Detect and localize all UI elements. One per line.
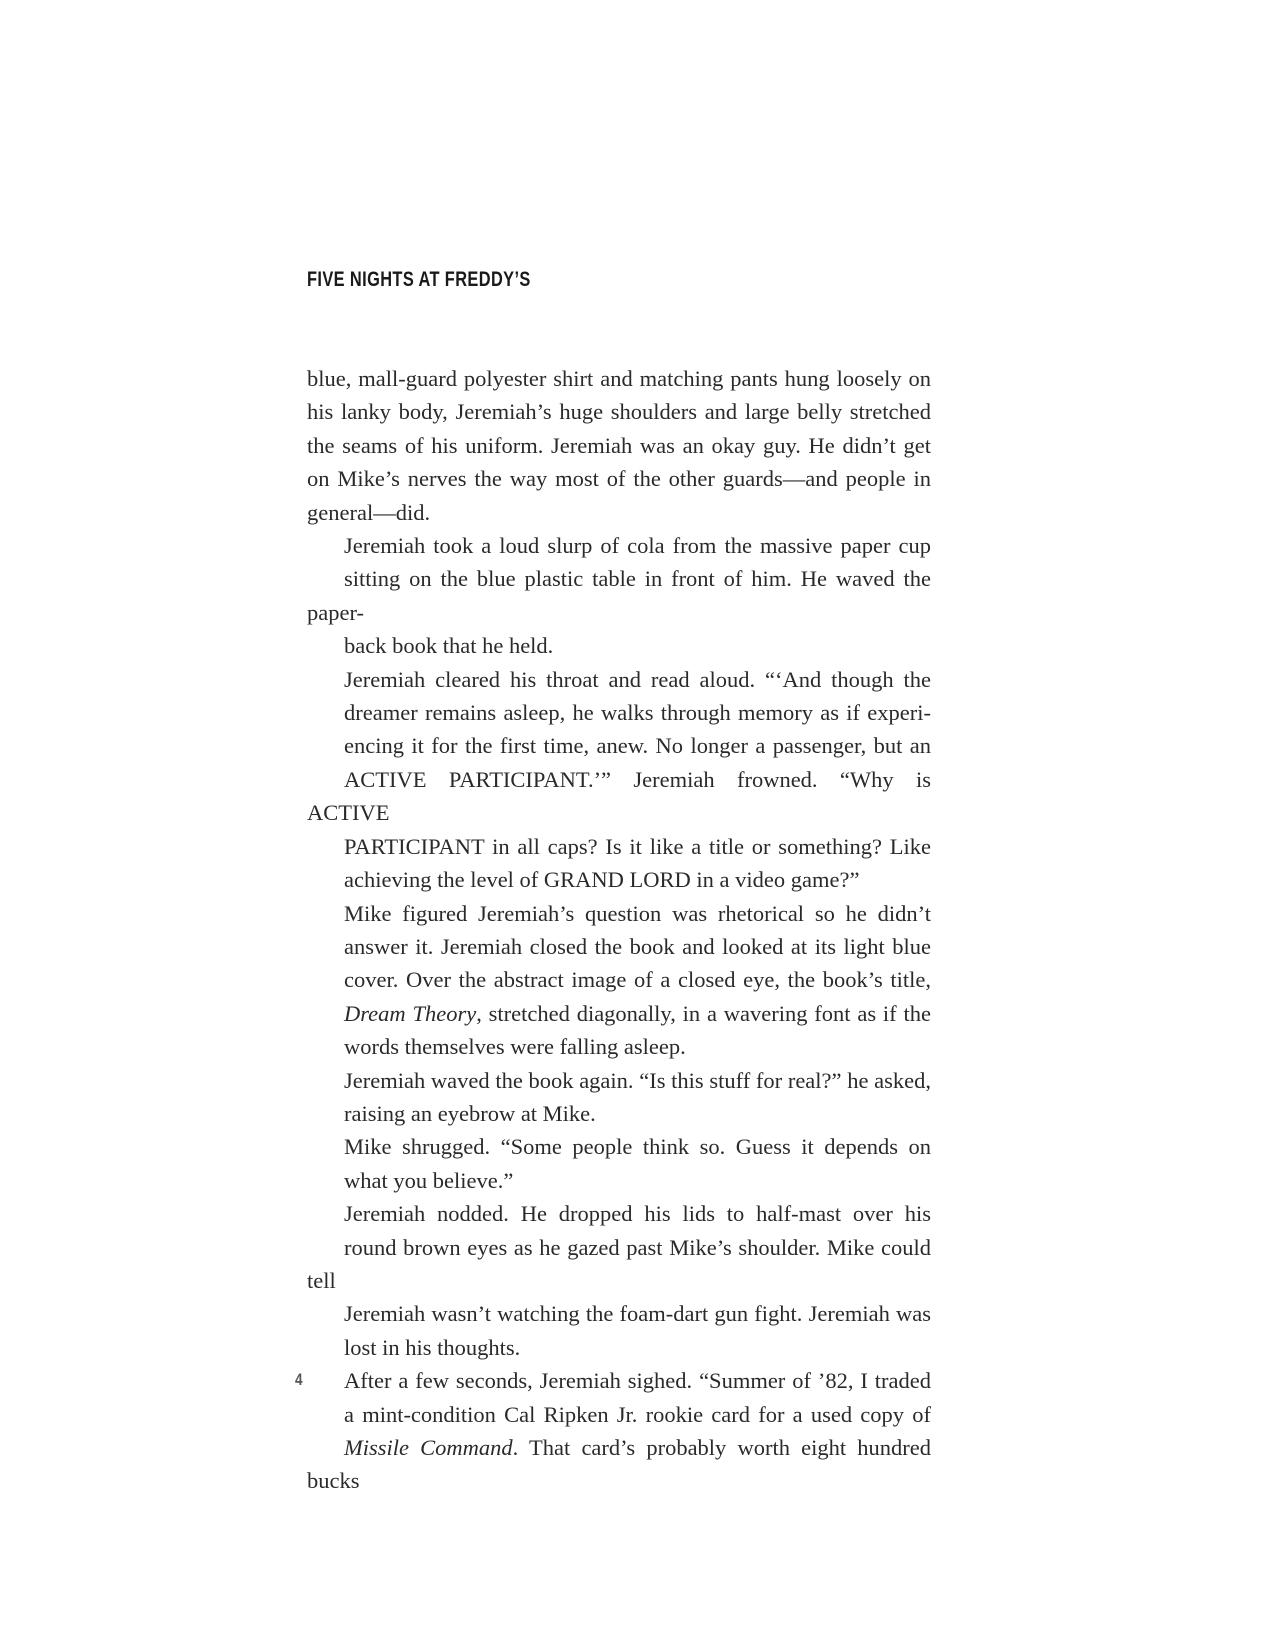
paragraph (307, 1130, 931, 1197)
paragraph (307, 1064, 931, 1131)
text-line: lost in his thoughts. (344, 1334, 521, 1360)
text-line: PARTICIPANT in all caps? Is it like a title or something? Like (344, 833, 931, 859)
text-line: general—did. (307, 499, 431, 525)
text-line: Jeremiah wasn’t watching the foam-dart gun fight. Jeremiah was (344, 1301, 931, 1327)
paragraph (307, 1364, 931, 1498)
text-line: Dream Theory, stretched diagonally, in a wavering font as if the (344, 1000, 931, 1026)
text-line: round brown eyes as he gazed past Mike’s shoulder. Mike could tell (307, 1234, 931, 1293)
text-line: a mint-condition Cal Ripken Jr. rookie card for a used copy of (344, 1401, 931, 1427)
paragraph (307, 362, 931, 529)
text-line: back book that he held. (344, 633, 554, 659)
paragraph (307, 529, 931, 663)
text-line: the seams of his uniform. Jeremiah was an okay guy. He didn’t get (307, 432, 931, 458)
body-text (307, 362, 931, 1498)
text-line: After a few seconds, Jeremiah sighed. “Summer of ’82, I traded (344, 1368, 931, 1394)
text-line: ACTIVE PARTICIPANT.’” Jeremiah frowned. “Why is ACTIVE (307, 766, 931, 826)
text-line: Jeremiah cleared his throat and read aloud. “‘And though the (344, 666, 931, 692)
text-line: encing it for the first time, anew. No longer a passenger, but an (344, 733, 931, 759)
text-line: dreamer remains asleep, he walks through memory as if experi- (344, 700, 931, 726)
text-line: his lanky body, Jeremiah’s huge shoulders and large belly stretched (307, 399, 931, 425)
italic-title: Missile Command (344, 1435, 513, 1460)
text-line: blue, mall-guard polyester shirt and matching pants hung loosely on (307, 366, 931, 391)
text-line: achieving the level of GRAND LORD in a video game?” (344, 867, 860, 893)
paragraph (307, 663, 931, 897)
text-line: answer it. Jeremiah closed the book and looked at its light blue (344, 933, 931, 959)
page-number: 4 (295, 1370, 303, 1389)
paragraph (307, 1197, 931, 1364)
text-line: Mike figured Jeremiah’s question was rhetorical so he didn’t (344, 900, 931, 926)
text-line: Jeremiah nodded. He dropped his lids to half-mast over his (344, 1201, 931, 1227)
paragraph (307, 897, 931, 1064)
italic-title: Dream Theory (344, 1000, 477, 1026)
text-line: sitting on the blue plastic table in front of him. He waved the paper- (307, 566, 931, 625)
running-head: FIVE NIGHTS AT FREDDY’S (307, 268, 531, 291)
text-line: on Mike’s nerves the way most of the other guards—and people in (307, 466, 931, 492)
text-line: words themselves were falling asleep. (344, 1034, 686, 1060)
text-line: Jeremiah took a loud slurp of cola from the massive paper cup (344, 533, 931, 559)
text-line: what you believe.” (344, 1167, 514, 1193)
text-line: raising an eyebrow at Mike. (344, 1100, 596, 1126)
text-line: cover. Over the abstract image of a closed eye, the book’s title, (344, 967, 931, 993)
text-line: Mike shrugged. “Some people think so. Guess it depends on (344, 1134, 931, 1160)
text-line: Jeremiah waved the book again. “Is this stuff for real?” he asked, (344, 1067, 931, 1093)
text-line: Missile Command. That card’s probably worth eight hundred bucks (307, 1435, 932, 1494)
